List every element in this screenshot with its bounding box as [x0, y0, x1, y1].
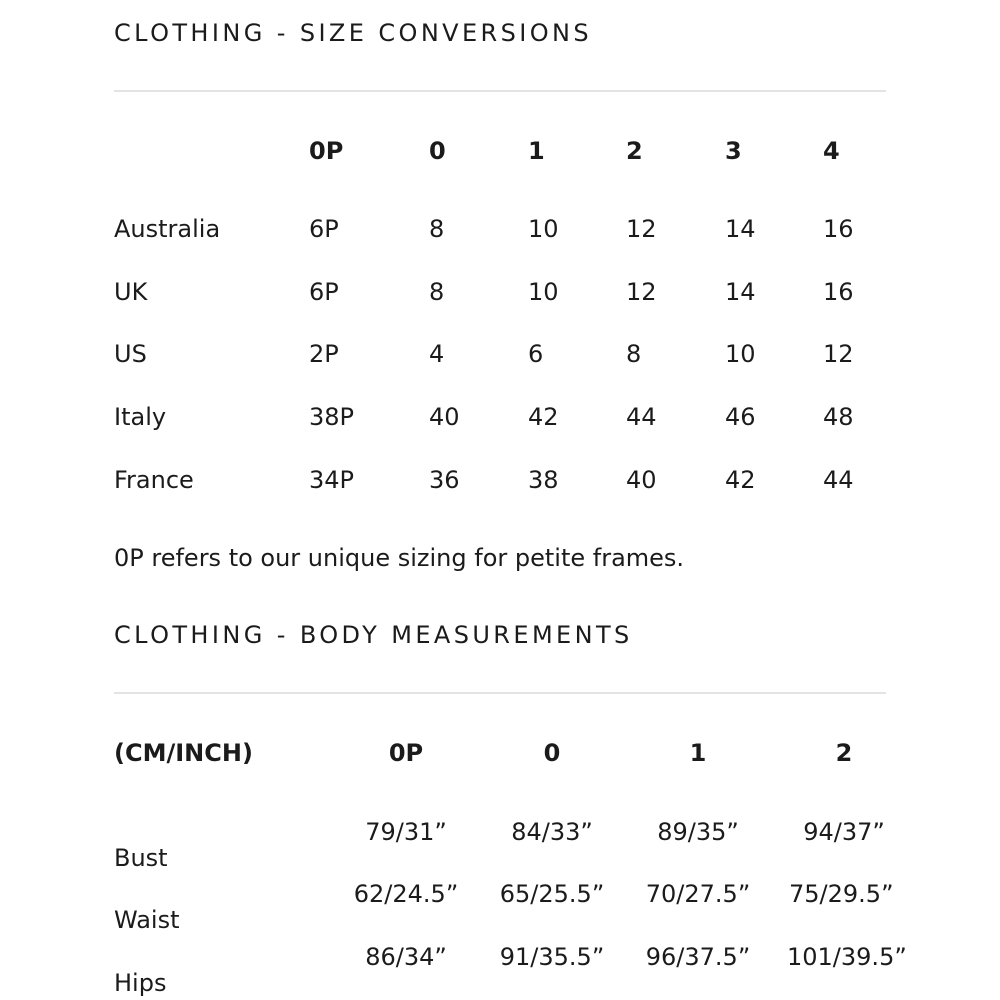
table-cell: 96/37.5”	[645, 943, 751, 971]
table-cell: 89/35”	[657, 818, 739, 846]
table-cell: 44	[823, 466, 854, 494]
table-cell: 101/39.5”	[787, 943, 907, 971]
table-cell: 42	[528, 403, 559, 431]
table-cell: 10	[528, 215, 559, 243]
row-label-us: US	[114, 340, 147, 368]
row-label-uk: UK	[114, 278, 148, 306]
table-cell: 16	[823, 278, 854, 306]
table-cell: 70/27.5”	[645, 880, 751, 908]
table-cell: 34P	[309, 466, 355, 494]
table-cell: 40	[626, 466, 657, 494]
table-cell: 40	[429, 403, 460, 431]
size-header-3: 3	[725, 137, 742, 165]
table-cell: 84/33”	[511, 818, 593, 846]
table-cell: 4	[429, 340, 445, 368]
table-cell: 75/29.5”	[789, 880, 894, 908]
table-cell: 8	[626, 340, 642, 368]
petite-sizing-note: 0P refers to our unique sizing for petite frames.	[114, 544, 685, 572]
table-cell: 91/35.5”	[499, 943, 605, 971]
table-cell: 62/24.5”	[353, 880, 459, 908]
table-cell: 8	[429, 278, 445, 306]
row-label-bust: Bust	[114, 844, 168, 872]
table-cell: 8	[429, 215, 445, 243]
row-label-australia: Australia	[114, 215, 221, 243]
size-header-0p: 0P	[309, 137, 344, 165]
size-header-0: 0	[429, 137, 446, 165]
size-header-1: 1	[528, 137, 545, 165]
table-cell: 6P	[309, 215, 339, 243]
table-cell: 38P	[309, 403, 355, 431]
size-conversions-title: CLOTHING - SIZE CONVERSIONS	[114, 19, 593, 47]
table-cell: 10	[528, 278, 559, 306]
row-label-waist: Waist	[114, 906, 180, 934]
row-label-france: France	[114, 466, 194, 494]
row-label-italy: Italy	[114, 403, 167, 431]
size-header-4: 4	[823, 137, 840, 165]
table-cell: 42	[725, 466, 756, 494]
table-cell: 44	[626, 403, 657, 431]
size-header-2: 2	[626, 137, 643, 165]
table-cell: 94/37”	[803, 818, 885, 846]
table-cell: 12	[626, 278, 657, 306]
table-cell: 14	[725, 278, 756, 306]
table-cell: 6P	[309, 278, 339, 306]
row-label-hips: Hips	[114, 969, 167, 997]
table-cell: 16	[823, 215, 854, 243]
table-cell: 14	[725, 215, 756, 243]
table-cell: 65/25.5”	[499, 880, 605, 908]
table-cell: 6	[528, 340, 544, 368]
table-cell: 36	[429, 466, 460, 494]
table-cell: 12	[626, 215, 657, 243]
measure-header-2: 2	[835, 739, 853, 767]
measure-header-1: 1	[689, 739, 707, 767]
measure-header-0p: 0P	[388, 739, 424, 767]
table-cell: 10	[725, 340, 756, 368]
table-cell: 38	[528, 466, 559, 494]
table-cell: 46	[725, 403, 756, 431]
table-cell: 12	[823, 340, 854, 368]
units-label: (CM/INCH)	[114, 739, 253, 767]
table-cell: 48	[823, 403, 854, 431]
table-cell: 79/31”	[365, 818, 447, 846]
measure-header-0: 0	[543, 739, 561, 767]
table-cell: 2P	[309, 340, 339, 368]
body-measurements-title: CLOTHING - BODY MEASUREMENTS	[114, 621, 633, 649]
table-cell: 86/34”	[365, 943, 447, 971]
